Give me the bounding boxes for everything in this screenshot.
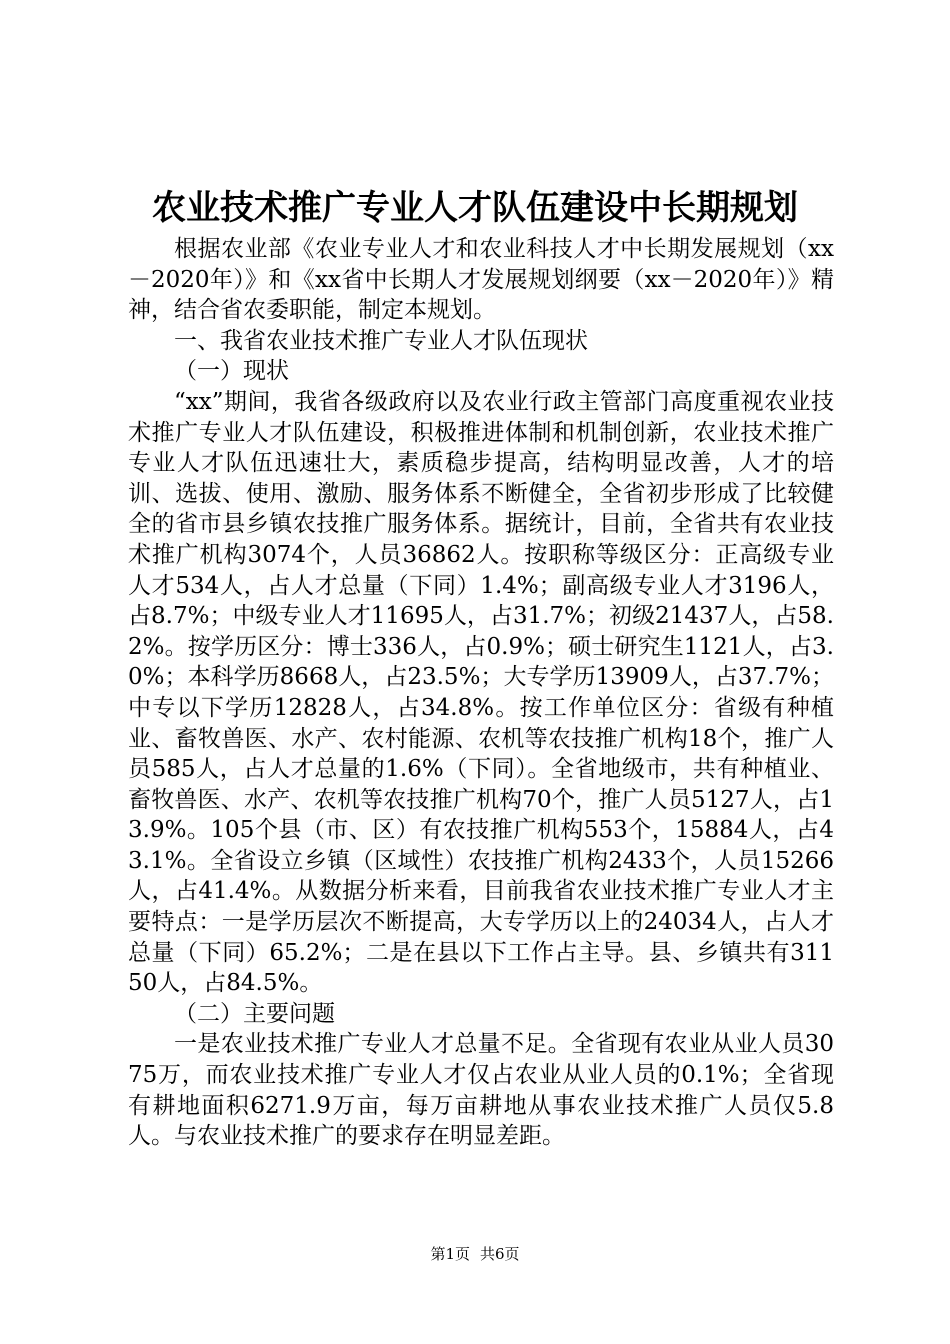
document-title: 农业技术推广专业人才队伍建设中长期规划: [152, 188, 798, 228]
paragraph-status: “xx”期间，我省各级政府以及农业行政主管部门高度重视农业技术推广专业人才队伍建设，积极推进体制和机制创新，农业技术推广专业人才队伍迅速壮大，素质稳步提高，结构明显改善，人才的培训、选拔、使用、激励、服务体系不断健全，全省初步形成了比较健全的省市县乡镇农技推广服务体系。据统计，目前，全省共有农业技术推广机构3074个，人员36862人。按职称等级区分：正高级专业人才534人，占人才总量（下同）1.4%；副高级专业人才3196人，占8.7%；中级专业人才11695人，占31.7%；初级21437人，占58.2%。按学历区分：博士336人，占0.9%；硕士研究生1121人，占3.0%；本科学历8668人，占23.5%；大专学历13909人，占37.7%；中专以下学历12828人，占34.8%。按工作单位区分：省级有种植业、畜牧兽医、水产、农村能源、农机等农技推广机构18个，推广人员585人，占人才总量的1.6%（下同）。全省地级市，共有种植业、畜牧兽医、水产、农机等农技推广机构70个，推广人员5127人，占13.9%。105个县（市、区）有农技推广机构553个，15884人，占43.1%。全省设立乡镇（区域性）农技推广机构2433个，人员15266人，占41.4%。从数据分析来看，目前我省农业技术推广专业人才主要特点：一是学历层次不断提高，大专学历以上的24034人，占人才总量（下同）65.2%；二是在县以下工作占主导。县、乡镇共有31150人，占84.5%。: [128, 388, 834, 997]
page-number: 第1页: [430, 1245, 470, 1263]
heading-subsection-1: （一）现状: [174, 358, 289, 385]
page-footer: [0, 1243, 950, 1265]
heading-subsection-2: （二）主要问题: [174, 1000, 335, 1027]
paragraph-intro: 根据农业部《农业专业人才和农业科技人才中长期发展规划（xx－2020年）》和《xx省中长期人才发展规划纲要（xx－2020年）》精神，结合省农委职能，制定本规划。: [128, 236, 834, 324]
document-body: [128, 234, 834, 1152]
paragraph-problems: 一是农业技术推广专业人才总量不足。全省现有农业从业人员3075万，而农业技术推广专业人才仅占农业从业人员的0.1%；全省现有耕地面积6271.9万亩，每万亩耕地从事农业技术推广人员仅5.8人。与农业技术推广的要求存在明显差距。: [128, 1031, 834, 1150]
page-total: 共6页: [480, 1245, 520, 1263]
heading-section-1: 一、我省农业技术推广专业人才队伍现状: [174, 327, 588, 354]
